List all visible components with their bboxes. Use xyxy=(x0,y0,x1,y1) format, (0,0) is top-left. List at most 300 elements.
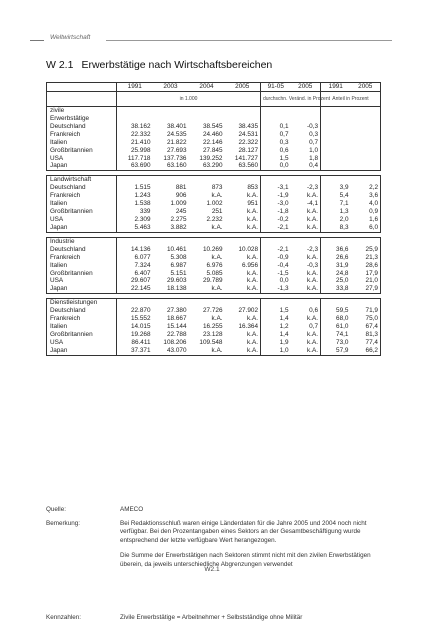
country-label: Großbritannien xyxy=(47,331,117,339)
share-cell: 57,9 xyxy=(321,347,351,355)
unit-absolute: in 1.000 xyxy=(117,91,261,106)
share-cell: 68,0 xyxy=(321,315,351,323)
value-cell: 38.435 xyxy=(238,122,258,130)
share-cell: 21,0 xyxy=(351,277,381,285)
table-row xyxy=(47,200,381,208)
value-cell: 16.364 xyxy=(238,323,258,331)
value-cell: 38.545 xyxy=(202,122,223,130)
country-label: Frankreich xyxy=(47,315,117,323)
col-change-2005: 2005 xyxy=(291,83,321,92)
title-text: Erwerbstätige nach Wirtschaftsbereichen xyxy=(81,59,273,71)
empty-cell xyxy=(261,176,291,185)
country-label: Großbritannien xyxy=(47,270,117,278)
value-cell: k.A. xyxy=(246,330,258,338)
value-cell: 24.531 xyxy=(238,130,258,138)
empty-cell xyxy=(291,115,321,123)
empty-cell xyxy=(261,299,291,308)
share-cell xyxy=(351,155,381,163)
change-cell: k.A. xyxy=(306,315,318,323)
value-cell: 6.987 xyxy=(170,261,187,269)
country-label: USA xyxy=(47,339,117,347)
value-cell: k.A. xyxy=(225,224,261,232)
share-cell xyxy=(351,147,381,155)
change-cell: -1,8 xyxy=(261,208,291,216)
table-row xyxy=(47,155,381,163)
country-label: Deutschland xyxy=(47,123,117,131)
share-cell: 31,9 xyxy=(321,262,351,270)
empty-cell xyxy=(153,176,189,185)
change-cell: -0,2 xyxy=(261,216,291,224)
change-cell: 0,0 xyxy=(261,162,291,170)
value-cell: 63.560 xyxy=(225,162,261,170)
value-cell: k.A. xyxy=(246,269,258,277)
empty-cell xyxy=(261,115,291,123)
table-row xyxy=(47,184,381,192)
value-cell: 38.162 xyxy=(117,123,153,131)
value-cell: 117.718 xyxy=(117,155,153,163)
share-cell: 71,9 xyxy=(351,307,381,315)
empty-cell xyxy=(321,106,351,115)
empty-cell xyxy=(153,115,189,123)
share-cell: 33,8 xyxy=(321,285,351,293)
empty-cell xyxy=(321,176,351,185)
change-cell: k.A. xyxy=(306,338,318,346)
section-title-row xyxy=(47,106,381,115)
share-cell xyxy=(321,155,351,163)
value-cell: k.A. xyxy=(211,253,223,261)
change-cell: -2,1 xyxy=(261,246,291,254)
col-year-2005: 2005 xyxy=(225,83,261,92)
change-cell: k.A. xyxy=(291,224,321,232)
country-label: Großbritannien xyxy=(47,147,117,155)
empty-cell xyxy=(225,115,261,123)
change-cell: 0,3 xyxy=(261,139,291,147)
value-cell: 251 xyxy=(211,208,223,216)
value-cell: 19.268 xyxy=(117,331,153,339)
section-title: Erwerbstätige xyxy=(47,115,117,123)
value-cell: 15.552 xyxy=(117,315,153,323)
value-cell: 27.693 xyxy=(166,146,187,154)
value-cell: 7.324 xyxy=(117,262,153,270)
change-cell: 0,7 xyxy=(309,138,318,146)
note-source-label: Quelle: xyxy=(46,506,66,513)
table-row xyxy=(47,339,381,347)
value-cell: 23.128 xyxy=(202,330,223,338)
value-cell: 28.127 xyxy=(238,146,258,154)
value-cell: 27.845 xyxy=(202,146,223,154)
table-row xyxy=(47,224,381,232)
share-cell xyxy=(351,162,381,170)
country-label: Japan xyxy=(47,162,117,170)
empty-cell xyxy=(189,237,225,246)
share-cell: 74,1 xyxy=(321,331,351,339)
share-cell xyxy=(351,139,381,147)
value-cell: k.A. xyxy=(211,315,223,323)
country-label: USA xyxy=(47,216,117,224)
section-tag: Weltwirtschaft xyxy=(50,34,91,41)
change-cell: -1,9 xyxy=(261,192,291,200)
value-cell: 5.463 xyxy=(117,224,153,232)
change-cell: 0,1 xyxy=(261,123,291,131)
share-cell xyxy=(351,131,381,139)
empty-cell xyxy=(261,237,291,246)
change-cell: 1,4 xyxy=(261,331,291,339)
change-cell: 0,7 xyxy=(261,131,291,139)
share-cell: 4,0 xyxy=(351,200,381,208)
value-cell: 24.535 xyxy=(166,130,187,138)
empty-cell xyxy=(117,106,153,115)
empty-cell xyxy=(351,237,381,246)
value-cell: 10.461 xyxy=(166,245,187,253)
change-cell: -2,1 xyxy=(261,224,291,232)
value-cell: k.A. xyxy=(225,347,261,355)
table-row xyxy=(47,123,381,131)
empty-cell xyxy=(351,106,381,115)
change-cell: 0,6 xyxy=(309,307,318,315)
value-cell: 29.603 xyxy=(166,277,187,285)
value-cell: 5.308 xyxy=(170,253,187,261)
value-cell: 27.380 xyxy=(166,307,187,315)
section-title-row xyxy=(47,299,381,308)
share-cell: 3,6 xyxy=(351,192,381,200)
value-cell: 853 xyxy=(247,184,258,192)
table-row xyxy=(47,192,381,200)
note-remark-label: Bemerkung: xyxy=(46,520,80,527)
change-cell: 0,7 xyxy=(309,323,318,331)
col-share-2005: 2005 xyxy=(351,83,381,92)
value-cell: 22.870 xyxy=(117,307,153,315)
section-title: Dienstleistungen xyxy=(47,299,117,308)
table-row xyxy=(47,216,381,224)
change-cell: -3,0 xyxy=(261,200,291,208)
change-cell: k.A. xyxy=(306,208,318,216)
empty-cell xyxy=(321,115,351,123)
value-cell: 63.690 xyxy=(117,162,153,170)
country-label: USA xyxy=(47,277,117,285)
empty-cell xyxy=(117,299,153,308)
employment-table xyxy=(46,82,381,356)
table-header-row xyxy=(47,83,381,92)
empty-cell xyxy=(291,237,321,246)
change-cell: k.A. xyxy=(291,347,321,355)
value-cell: 906 xyxy=(175,192,187,200)
share-cell: 25,9 xyxy=(351,246,381,254)
empty-cell xyxy=(351,299,381,308)
value-cell: 141.727 xyxy=(234,154,258,162)
empty-cell xyxy=(225,176,261,185)
change-cell: k.A. xyxy=(291,285,321,293)
page-footer: W2.1 xyxy=(204,566,220,573)
value-cell: k.A. xyxy=(189,285,225,293)
value-cell: 6.077 xyxy=(117,254,153,262)
change-cell: -2,3 xyxy=(306,245,318,253)
value-cell: 15.144 xyxy=(166,323,187,331)
table-row xyxy=(47,246,381,254)
section-title: Industrie xyxy=(47,237,117,246)
table-row xyxy=(47,331,381,339)
value-cell: 22.145 xyxy=(117,285,153,293)
section-title-row xyxy=(47,115,381,123)
value-cell: 6.976 xyxy=(206,261,223,269)
share-cell: 24,8 xyxy=(321,270,351,278)
value-cell: 18.667 xyxy=(166,315,187,323)
share-cell: 26,6 xyxy=(321,254,351,262)
share-cell: 77,4 xyxy=(351,339,381,347)
table-row xyxy=(47,270,381,278)
country-label: Italien xyxy=(47,139,117,147)
change-cell: 1,5 xyxy=(261,307,291,315)
value-cell: 27.902 xyxy=(238,307,258,315)
change-cell: k.A. xyxy=(306,330,318,338)
empty-cell xyxy=(117,237,153,246)
change-cell: -4,1 xyxy=(306,200,318,208)
share-cell: 28,6 xyxy=(351,262,381,270)
share-cell: 3,9 xyxy=(321,184,351,192)
change-cell: 1,0 xyxy=(309,146,318,154)
table-row xyxy=(47,347,381,355)
change-cell: 0,4 xyxy=(291,162,321,170)
value-cell: 951 xyxy=(247,200,258,208)
value-cell: 881 xyxy=(175,184,187,192)
note-keyfigures-label: Kennzahlen: xyxy=(46,614,82,621)
value-cell: k.A. xyxy=(211,192,223,200)
value-cell: 139.252 xyxy=(199,154,223,162)
change-cell: -0,9 xyxy=(261,254,291,262)
note-keyfigures-value: Zivile Erwerbstätige = Arbeitnehmer + Selbstständige ohne Militär xyxy=(120,614,303,621)
change-cell: 0,6 xyxy=(261,147,291,155)
value-cell: 6.956 xyxy=(242,261,258,269)
change-cell: 1,2 xyxy=(261,323,291,331)
value-cell: 6.407 xyxy=(117,270,153,278)
share-cell: 2,0 xyxy=(321,216,351,224)
value-cell: 245 xyxy=(175,208,187,216)
change-cell: k.A. xyxy=(306,192,318,200)
share-cell xyxy=(351,123,381,131)
section-title-row xyxy=(47,176,381,185)
value-cell: k.A. xyxy=(246,277,258,285)
value-cell: 21.822 xyxy=(166,138,187,146)
value-cell: 29.607 xyxy=(117,277,153,285)
value-cell: 2.275 xyxy=(170,215,187,223)
value-cell: 5.151 xyxy=(170,269,187,277)
change-cell: 1,9 xyxy=(261,339,291,347)
unit-change: durchschn. Veränd. in Prozent xyxy=(261,91,321,106)
value-cell: 1.243 xyxy=(117,192,153,200)
share-cell: 61,0 xyxy=(321,323,351,331)
change-cell: k.A. xyxy=(306,215,318,223)
table-row xyxy=(47,277,381,285)
share-cell: 27,9 xyxy=(351,285,381,293)
table-row xyxy=(47,307,381,315)
country-label: Deutschland xyxy=(47,307,117,315)
share-cell xyxy=(321,147,351,155)
change-cell: 1,0 xyxy=(261,347,291,355)
share-cell xyxy=(321,162,351,170)
col-change-91-05: 91-05 xyxy=(261,83,291,92)
empty-cell xyxy=(225,106,261,115)
value-cell: k.A. xyxy=(189,224,225,232)
table-row xyxy=(47,162,381,170)
value-cell: 10.269 xyxy=(202,245,223,253)
table-row xyxy=(47,315,381,323)
share-cell: 59,5 xyxy=(321,307,351,315)
value-cell: 137.736 xyxy=(163,154,187,162)
value-cell: 10.028 xyxy=(238,245,258,253)
change-cell: -0,3 xyxy=(306,261,318,269)
country-label: USA xyxy=(47,155,117,163)
title-number: W 2.1 xyxy=(46,59,74,71)
share-cell: 73,0 xyxy=(321,339,351,347)
share-cell: 1,6 xyxy=(351,216,381,224)
empty-cell xyxy=(117,176,153,185)
empty-cell xyxy=(321,299,351,308)
empty-cell xyxy=(153,106,189,115)
empty-cell xyxy=(225,237,261,246)
table-row xyxy=(47,323,381,331)
section-title: zivile xyxy=(47,106,117,115)
value-cell: k.A. xyxy=(189,347,225,355)
value-cell: 1.538 xyxy=(117,200,153,208)
table-row xyxy=(47,208,381,216)
change-cell: k.A. xyxy=(306,269,318,277)
value-cell: 21.410 xyxy=(117,139,153,147)
share-cell: 21,3 xyxy=(351,254,381,262)
share-cell: 75,0 xyxy=(351,315,381,323)
value-cell: k.A. xyxy=(246,338,258,346)
value-cell: 38.401 xyxy=(166,122,187,130)
table-row xyxy=(47,131,381,139)
country-label: Deutschland xyxy=(47,184,117,192)
value-cell: 43.070 xyxy=(153,347,189,355)
empty-cell xyxy=(291,176,321,185)
share-cell: 8,3 xyxy=(321,224,351,232)
share-cell xyxy=(321,123,351,131)
page-title xyxy=(46,59,272,71)
change-cell: 1,8 xyxy=(309,154,318,162)
change-cell: -0,3 xyxy=(306,122,318,130)
value-cell: 1.515 xyxy=(117,184,153,192)
col-year-2003: 2003 xyxy=(153,83,189,92)
value-cell: 22.788 xyxy=(166,330,187,338)
table-row xyxy=(47,285,381,293)
value-cell: 3.882 xyxy=(153,224,189,232)
empty-cell xyxy=(261,106,291,115)
empty-cell xyxy=(189,299,225,308)
value-cell: 1.009 xyxy=(170,200,187,208)
note-remark-paragraph-1: Bei Redaktionsschluß waren einige Länderdaten für die Jahre 2005 und 2004 noch nicht verfügbar. Bei den Prozentangaben eines Sektors an der Gesamtbeschäftigung wurde entsprechend der letzte verfügbare Wert herangezogen. xyxy=(120,520,367,544)
col-year-1991: 1991 xyxy=(117,83,153,92)
share-cell: 0,9 xyxy=(351,208,381,216)
section-title: Landwirtschaft xyxy=(47,176,117,185)
value-cell: 27.726 xyxy=(202,307,223,315)
value-cell: 29.789 xyxy=(202,277,223,285)
share-cell xyxy=(321,139,351,147)
change-cell: -1,5 xyxy=(261,270,291,278)
value-cell: k.A. xyxy=(246,315,258,323)
empty-cell xyxy=(189,176,225,185)
value-cell: 339 xyxy=(117,208,153,216)
empty-cell xyxy=(189,115,225,123)
table-row xyxy=(47,139,381,147)
value-cell: k.A. xyxy=(225,285,261,293)
value-cell: 22.332 xyxy=(117,131,153,139)
value-cell: 16.255 xyxy=(202,323,223,331)
value-cell: 37.371 xyxy=(117,347,153,355)
value-cell: 2.232 xyxy=(206,215,223,223)
country-label: Frankreich xyxy=(47,192,117,200)
country-label: Frankreich xyxy=(47,254,117,262)
share-cell: 81,3 xyxy=(351,331,381,339)
country-label: Deutschland xyxy=(47,246,117,254)
empty-cell xyxy=(117,115,153,123)
value-cell: 25.998 xyxy=(117,147,153,155)
share-cell: 67,4 xyxy=(351,323,381,331)
value-cell: 22.322 xyxy=(238,138,258,146)
table-row xyxy=(47,147,381,155)
change-cell: k.A. xyxy=(306,277,318,285)
value-cell: 108.206 xyxy=(163,338,187,346)
share-cell: 66,2 xyxy=(351,347,381,355)
share-cell: 1,3 xyxy=(321,208,351,216)
change-cell: -1,3 xyxy=(261,285,291,293)
table-unit-row xyxy=(47,91,381,106)
value-cell: 14.136 xyxy=(117,246,153,254)
change-cell: -2,3 xyxy=(306,184,318,192)
value-cell: 873 xyxy=(211,184,223,192)
change-cell: -0,4 xyxy=(261,262,291,270)
value-cell: 1.002 xyxy=(206,200,223,208)
header-corner xyxy=(47,83,117,92)
value-cell: 24.460 xyxy=(202,130,223,138)
value-cell: k.A. xyxy=(246,208,258,216)
value-cell: 109.548 xyxy=(199,338,223,346)
country-label: Japan xyxy=(47,285,117,293)
section-title-row xyxy=(47,237,381,246)
share-cell: 36,6 xyxy=(321,246,351,254)
value-cell: 86.411 xyxy=(117,339,153,347)
table-row xyxy=(47,254,381,262)
table-row xyxy=(47,262,381,270)
empty-cell xyxy=(189,106,225,115)
empty-cell xyxy=(225,299,261,308)
share-cell: 17,9 xyxy=(351,270,381,278)
note-remark-paragraph-2: Die Summe der Erwerbstätigen nach Sektoren stimmt nicht mit den zivilen Erwerbstätigen überein, da jeweils unterschiedliche Abgrenzungen verwendet xyxy=(120,552,371,568)
change-cell: k.A. xyxy=(306,253,318,261)
header-dash xyxy=(30,40,44,41)
share-cell: 6,0 xyxy=(351,224,381,232)
empty-cell xyxy=(291,299,321,308)
country-label: Japan xyxy=(47,224,117,232)
share-cell: 5,4 xyxy=(321,192,351,200)
empty-cell xyxy=(351,176,381,185)
share-cell xyxy=(321,131,351,139)
unit-share: Anteil in Prozent xyxy=(321,91,381,106)
note-source-value: AMECO xyxy=(120,506,144,513)
value-cell: k.A. xyxy=(246,253,258,261)
col-share-1991: 1991 xyxy=(321,83,351,92)
empty-cell xyxy=(321,237,351,246)
value-cell: 14.015 xyxy=(117,323,153,331)
change-cell: 0,0 xyxy=(261,277,291,285)
value-cell: 18.138 xyxy=(153,285,189,293)
country-label: Frankreich xyxy=(47,131,117,139)
value-cell: k.A. xyxy=(246,215,258,223)
value-cell: 5.085 xyxy=(206,269,223,277)
empty-cell xyxy=(291,106,321,115)
change-cell: 1,5 xyxy=(261,155,291,163)
share-cell: 7,1 xyxy=(321,200,351,208)
value-cell: 22.146 xyxy=(202,138,223,146)
